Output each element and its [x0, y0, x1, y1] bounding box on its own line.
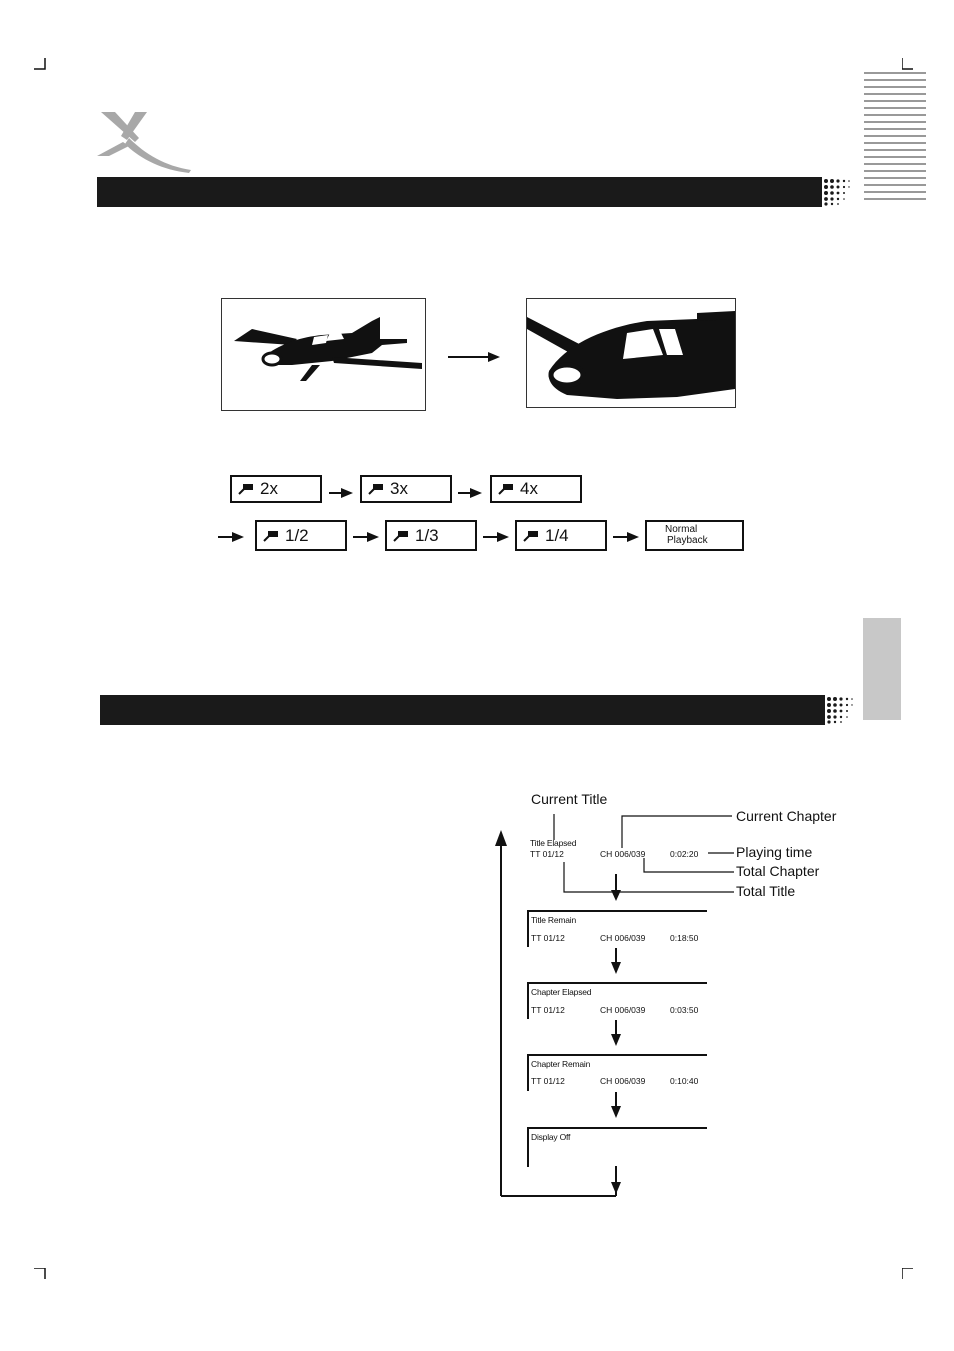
header-bar-dot-pattern [819, 695, 855, 725]
arrow-right-icon [218, 531, 244, 543]
display-mode-title: Chapter Remain [531, 1059, 591, 1069]
zoom-icon [523, 530, 539, 542]
airplane-zoomed-image [526, 298, 736, 408]
arrow-right-icon [329, 487, 353, 499]
crop-mark-top-right [902, 58, 914, 70]
display-time: 0:10:40 [670, 1076, 699, 1086]
display-mode-title: Title Elapsed [530, 838, 577, 848]
arrow-right-icon [448, 350, 500, 364]
zoom-step-box [515, 520, 607, 551]
zoom-icon [498, 483, 514, 495]
normal-playback-box [645, 520, 744, 551]
callout-current-chapter: Current Chapter [736, 808, 837, 824]
zoom-step-label: 1/3 [415, 525, 439, 545]
zoom-step-box [490, 475, 582, 503]
display-chapter-number: CH 006/039 [600, 933, 646, 943]
page-stripes-decoration [864, 72, 926, 200]
display-title-number: TT 01/12 [531, 1005, 565, 1015]
zoom-step-label: 4x [520, 479, 538, 498]
display-title-number: TT 01/12 [530, 849, 564, 859]
display-title-number: TT 01/12 [531, 1076, 565, 1086]
display-time: 0:03:50 [670, 1005, 699, 1015]
callout-current-title: Current Title [531, 791, 608, 807]
arrow-right-icon [458, 487, 482, 499]
crop-mark-top-left [34, 58, 46, 70]
display-time: 0:18:50 [670, 933, 699, 943]
zoom-step-box [360, 475, 452, 503]
zoom-step-label: 3x [390, 479, 408, 498]
airplane-normal-image [221, 298, 426, 411]
arrow-right-icon [353, 531, 379, 543]
zoom-icon [238, 483, 254, 495]
zoom-step-label: 1/4 [545, 525, 569, 545]
normal-playback-line2: Playback [667, 535, 708, 546]
callout-playing-time: Playing time [736, 844, 813, 860]
header-bar-dot-pattern [816, 177, 852, 207]
zoom-step-label: 1/2 [285, 525, 309, 545]
display-chapter-number: CH 006/039 [600, 849, 646, 859]
arrow-right-icon [483, 531, 509, 543]
display-title-number: TT 01/12 [531, 933, 565, 943]
normal-playback-line1: Normal [665, 524, 698, 535]
crop-mark-bottom-left [34, 1268, 46, 1280]
zoom-step-box [230, 475, 322, 503]
callout-total-title: Total Title [736, 883, 796, 899]
display-time: 0:02:20 [670, 849, 699, 859]
display-mode-title: Display Off [531, 1132, 571, 1142]
zoom-icon [263, 530, 279, 542]
section-header-bar-zoom [97, 177, 822, 207]
display-chapter-number: CH 006/039 [600, 1005, 646, 1015]
section-header-bar-display [100, 695, 825, 725]
side-tab-marker [863, 618, 901, 720]
display-mode-title: Chapter Elapsed [531, 987, 592, 997]
arrow-right-icon [613, 531, 639, 543]
zoom-step-box [385, 520, 477, 551]
brand-logo-icon [95, 108, 195, 174]
zoom-icon [393, 530, 409, 542]
display-mode-title: Title Remain [531, 915, 576, 925]
zoom-step-box [255, 520, 347, 551]
zoom-step-label: 2x [260, 479, 278, 498]
callout-total-chapter: Total Chapter [736, 863, 820, 879]
display-chapter-number: CH 006/039 [600, 1076, 646, 1086]
crop-mark-bottom-right [902, 1268, 914, 1280]
zoom-icon [368, 483, 384, 495]
